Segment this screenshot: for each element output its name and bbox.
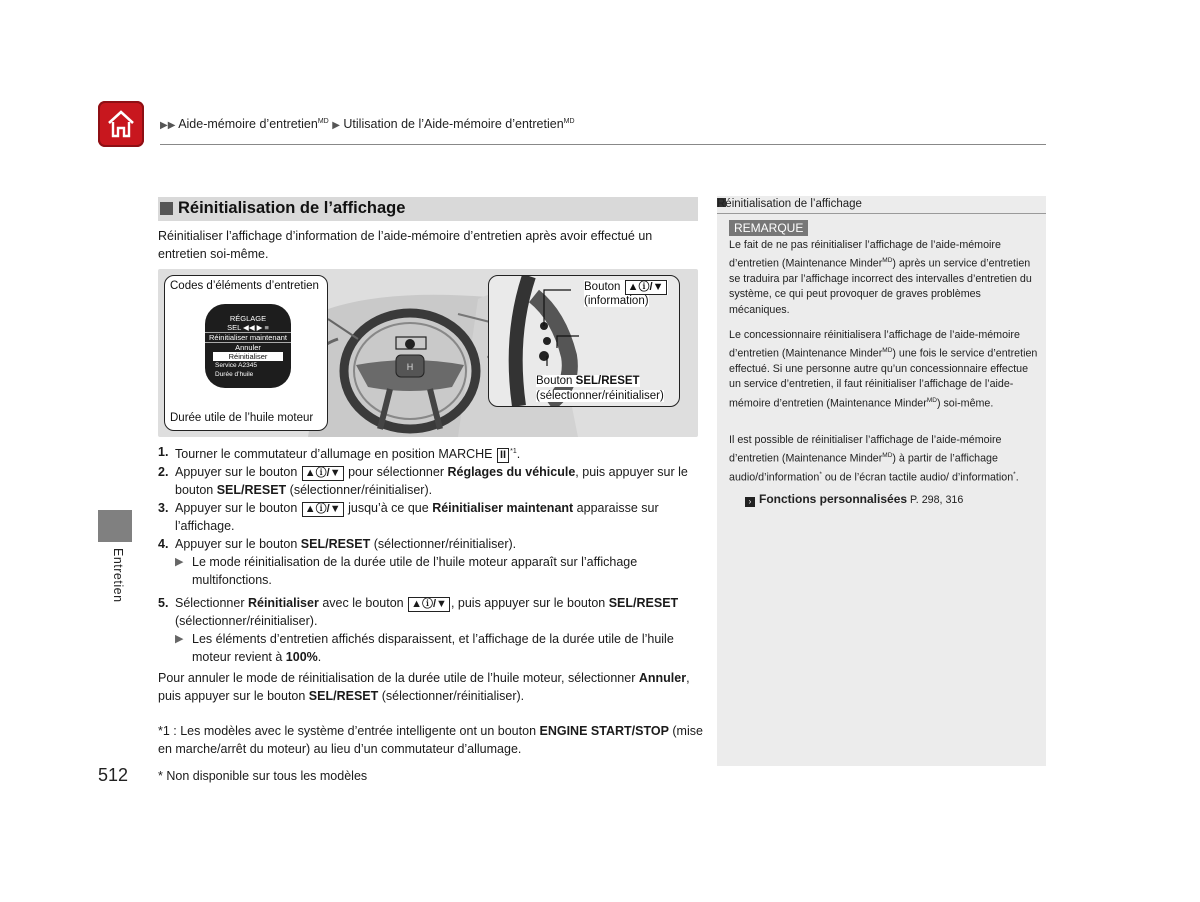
multi-info-display [205,304,291,388]
display-title: RÉGLAGE [229,314,267,323]
display-callout [164,275,328,431]
step-4: 4. Appuyer sur le bouton SEL/RESET (sélectionner/réinitialiser). [158,537,517,552]
footnote: *1 : Les modèles avec le système d’entrée intelligente ont un bouton ENGINE START/STOP (mise en marche/arrêt du moteur) au lieu d’un commutateur d’allumage. [158,724,703,756]
custom-features-link[interactable]: › Fonctions personnalisées P. 298, 316 [745,492,1055,508]
label-oil-life: Durée utile de l’huile moteur [170,412,314,424]
breadcrumb [160,117,575,131]
result-arrow-icon: ▶ [175,556,184,569]
step-3: 3. Appuyer sur le bouton ▲ⓘ/▼ jusqu’à ce que Réinitialiser maintenant apparaisse sur l’affichage. [158,501,659,534]
sidebar-paragraph-2: Le concessionnaire réinitialisera l’affichage de l’aide-mémoire d’entretien (Maintenance Minder$^{MD}$) une fois le service d’entretien effectué. Si une personne autre qu’un concessionnaire effectue un service d’entretien, il faut réinitialiser l’affichage de l’aide-mémoire d’entretien (Maintenance Minder$^{MD}$) soi-même. [729,329,1038,410]
up-info-down-key-icon: ▲ⓘ/▼ [625,280,667,295]
display-item-reset: Réinitialiser [213,352,283,361]
intro-text: Réinitialiser l’affichage d’information de l’aide-mémoire d’entretien après avoir effectué un entretien soi-même. [158,229,653,261]
sidebar-header [717,196,1046,214]
cancel-paragraph: Pour annuler le mode de réinitialisation de la durée utile de l’huile moteur, sélectionner Annuler, puis appuyer sur le bouton SEL/RESET (sélectionner/réinitialiser). [158,671,690,703]
display-item-reset-now: Réinitialiser maintenant [205,332,291,343]
link-arrow-icon: › [745,497,755,507]
home-button[interactable] [98,101,144,147]
breadcrumb-link-1[interactable]: Aide-mémoire d’entretien$^{MD}$ [178,117,329,131]
page-number: 512 [98,765,129,785]
step-5-result: ▶ Les éléments d’entretien affichés disparaissent, et l’affichage de la durée utile de l’huile moteur revient à 100%. [175,632,674,665]
display-oil-label: Durée d’huile [215,371,254,378]
section-title-bar [158,197,698,221]
sidebar-paragraph-3: Il est possible de réinitialiser l’affichage de l’aide-mémoire d’entretien (Maintenance Minder$^{MD}$) à partir de l’affichage audio/d’information* ou de l’écran tactile audio/ d’information*. [729,434,1019,484]
display-subtitle: SEL ◀◀ ▶ ≡ [227,323,269,332]
dashboard-illustration [158,269,698,437]
result-arrow-icon: ▶ [175,633,184,646]
label-info-sub: (information) [584,295,649,307]
header-divider [160,144,1046,145]
display-item-cancel: Annuler [235,343,261,352]
breadcrumb-arrow-icon: ▶ [332,120,340,131]
step-4-result: ▶ Le mode réinitialisation de la durée utile de l’huile moteur apparaît sur l’affichage multifonctions. [175,555,638,588]
display-service-label: Service [215,362,237,369]
label-sel-reset-sub: (sélectionner/réinitialiser) [536,390,664,402]
label-sel-reset: Bouton SEL/RESET [536,375,640,387]
notice-badge: REMARQUE [729,220,808,236]
display-service-code: A2345 [238,362,257,369]
sidebar-notes [717,196,1046,766]
ignition-on-key-icon: II [497,448,509,463]
svg-text:H: H [406,362,414,372]
label-maintenance-codes: Codes d’éléments d’entretien [170,280,319,292]
home-icon [105,108,137,140]
section-square-icon [160,202,173,215]
up-info-down-key-icon: ▲ⓘ/▼ [302,466,344,481]
sidebar-paragraph-1: Le fait de ne pas réinitialiser l’affichage de l’aide-mémoire d’entretien (Maintenance Minder$^{MD}$) après un service d’entretien se traduira par l’affichage incorrect des intervalles d’entretien du système, ce qui peut provoquer de graves problèmes mécaniques. [729,239,1032,316]
chapter-tab-label: Entretien [111,548,125,603]
availability-note: * Non disponible sur tous les modèles [158,769,368,783]
chapter-tab-marker [98,510,132,542]
sidebar-header-text: Réinitialisation de l’affichage [717,198,862,210]
label-info-button: Bouton ▲ⓘ/▼ [584,280,668,295]
up-info-down-key-icon: ▲ⓘ/▼ [408,597,450,612]
breadcrumb-current: Utilisation de l’Aide-mémoire d’entretien$^{MD}$ [343,117,575,131]
step-list [158,443,703,666]
breadcrumb-arrow-icon: ▶▶ [160,120,176,131]
section-title: Réinitialisation de l’affichage [178,199,406,217]
step-2: 2. Appuyer sur le bouton ▲ⓘ/▼ pour sélectionner Réglages du véhicule, puis appuyer sur le bouton SEL/RESET (sélectionner/réinitialiser). [158,465,688,498]
step-5: 5. Sélectionner Réinitialiser avec le bouton ▲ⓘ/▼ , puis appuyer sur le bouton SEL/RESET (sélectionner/réinitialiser). [158,596,679,629]
step-1: 1. Tourner le commutateur d’allumage en position MARCHE II $^{*1}$. [158,445,521,462]
up-info-down-key-icon: ▲ⓘ/▼ [302,502,344,517]
